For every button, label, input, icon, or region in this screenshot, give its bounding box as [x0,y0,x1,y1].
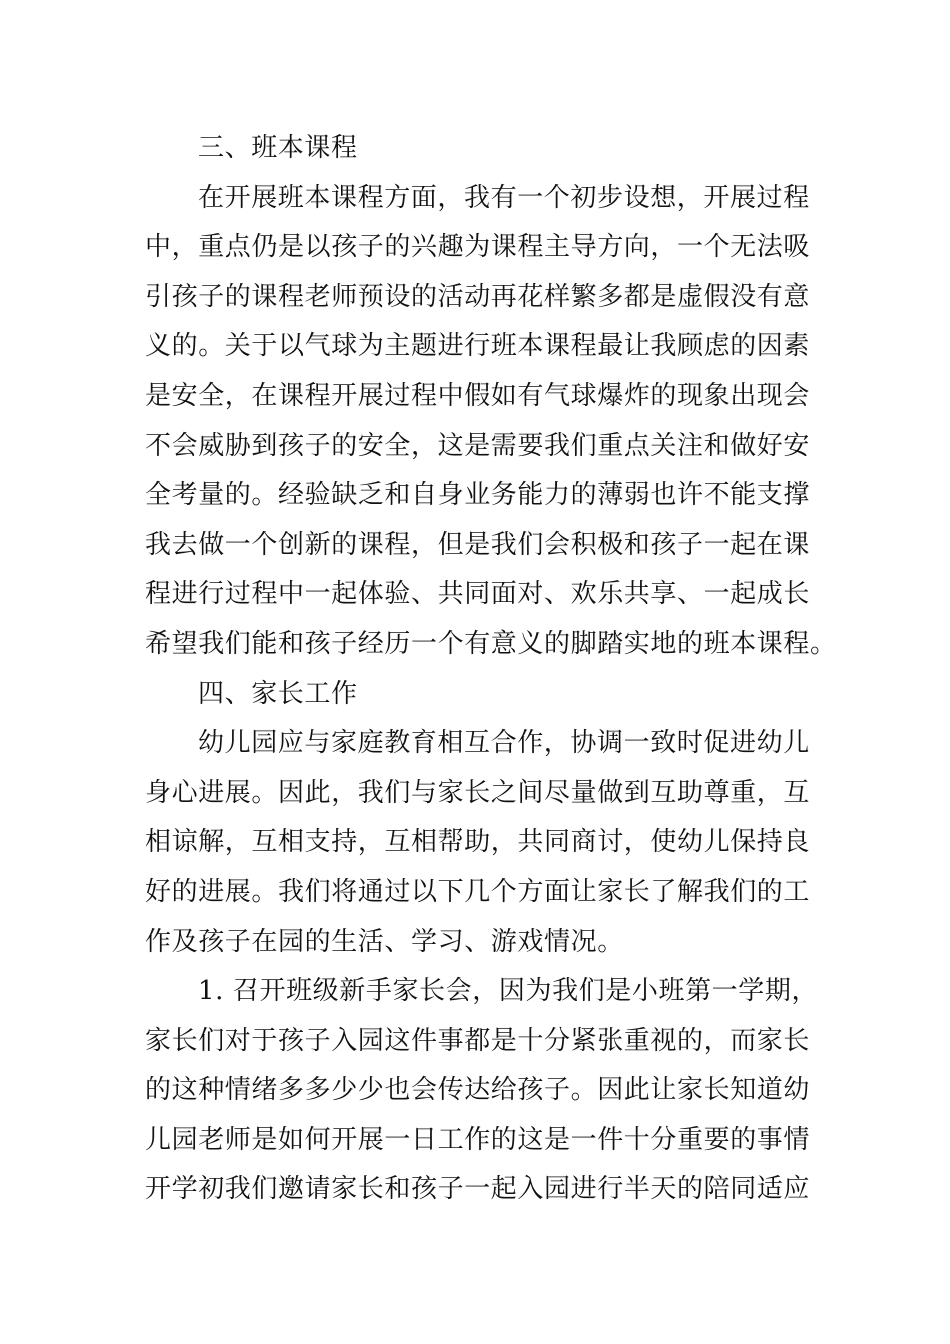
text-line: 中，重点仍是以孩子的兴趣为课程主导方向，一个无法吸 [145,232,811,263]
text-line: 身心进展。因此，我们与家长之间尽量做到互助尊重，互 [145,777,811,808]
text-line: 好的进展。我们将通过以下几个方面让家长了解我们的工 [145,876,811,907]
text-line: 全考量的。经验缺乏和自身业务能力的薄弱也许不能支撑 [145,480,811,511]
text-line: 家长们对于孩子入园这件事都是十分紧张重视的，而家长 [145,1025,811,1056]
text-line: 相谅解，互相支持，互相帮助，共同商讨，使幼儿保持良 [145,827,811,858]
text-line: 1. 召开班级新手家长会，因为我们是小班第一学期， [198,976,819,1007]
text-line: 儿园老师是如何开展一日工作的这是一件十分重要的事情 [145,1124,811,1155]
text-line: 作及孩子在园的生活、学习、游戏情况。 [145,926,624,957]
text-line: 程进行过程中一起体验、共同面对、欢乐共享、一起成长 [145,579,811,610]
text-line: 不会威胁到孩子的安全，这是需要我们重点关注和做好安 [145,430,811,461]
text-line: 引孩子的课程老师预设的活动再花样繁多都是虚假没有意 [145,281,811,312]
text-line: 在开展班本课程方面，我有一个初步设想，开展过程 [198,182,810,213]
text-line: 三、班本课程 [198,133,358,163]
text-line: 幼儿园应与家庭教育相互合作，协调一致时促进幼儿 [198,728,810,759]
text-line: 四、家长工作 [198,678,358,709]
text-line: 是安全，在课程开展过程中假如有气球爆炸的现象出现会 [145,380,811,411]
text-line: 我去做一个创新的课程，但是我们会积极和孩子一起在课 [145,529,811,560]
document-body [145,124,837,1215]
text-line: 义的。关于以气球为主题进行班本课程最让我顾虑的因素 [145,331,811,362]
text-line: 开学初我们邀请家长和孩子一起入园进行半天的陪同适应 [145,1174,811,1205]
text-line: 的这种情绪多多少少也会传达给孩子。因此让家长知道幼 [145,1075,811,1106]
text-line: 希望我们能和孩子经历一个有意义的脚踏实地的班本课程。 [145,628,837,659]
